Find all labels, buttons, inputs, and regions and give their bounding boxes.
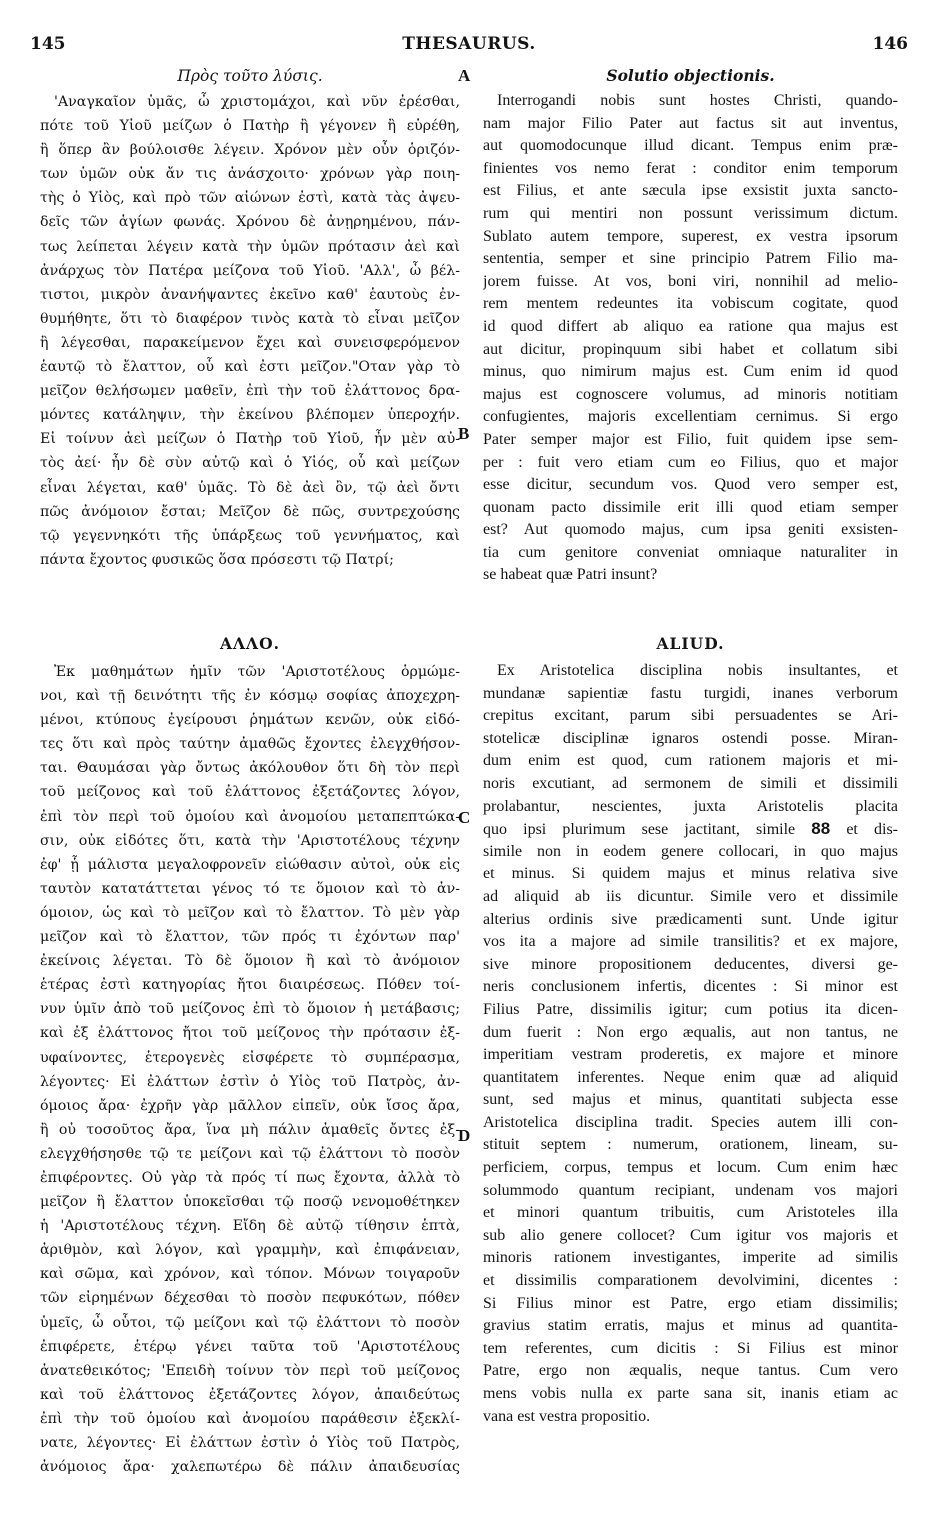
- latin-line: sive minore propositionem deducentes, diversi ge-: [483, 955, 898, 973]
- latin-line: Ex Aristotelica disciplina nobis insultantes, et: [497, 662, 898, 679]
- latin-line: confugientes, majoris excellentiam cernimus. Si ergo: [483, 408, 898, 426]
- greek-line: μένοι, κτύπους ἐγείρουσι ῥημάτων κενῶν, οὐκ εἰδό-: [40, 712, 460, 729]
- latin-line: mundanæ sapientiæ fastu turgidi, inanes verborum: [483, 684, 898, 702]
- latin-line: minus, quo nimirum majus est. Cum enim id quod: [483, 363, 898, 381]
- running-head: [30, 34, 908, 58]
- latin-line: stotelicæ disciplinæ ignaros ostendi posse. Miran-: [483, 729, 898, 747]
- greek-line: πάντα ἔχοντος φυσικῶς ὅσα πρόσεστι τῷ Πατρί;: [40, 551, 394, 568]
- latin-line: gravius statim erratis, majus et minus ad quantita-: [483, 1317, 898, 1335]
- latin-line: dum fuerit : Non ergo æqualis, aut non tantus, ne: [483, 1023, 898, 1041]
- latin-line: id quod differt ab aliquo ea ratione qua majus est: [483, 317, 898, 335]
- greek-line: ἐκείνοις λέγεται. Τὸ δὲ ὅμοιον ἢ καὶ τὸ ἀνόμοιον: [40, 953, 460, 970]
- latin-line: Patre, ergo non æqualis, neque tantus. Cum vero: [483, 1362, 898, 1380]
- latin-line: aut quomodocunque illud dicant. Tempus enim præ-: [483, 137, 898, 155]
- greek-line: σιν, οὐκ εἰδότες ὅτι, κατὰ τὴν 'Αριστοτέλους τέχνην: [40, 832, 460, 849]
- latin-line: simile non in eodem genere collocari, in quo majus: [483, 842, 898, 860]
- greek-line: υφαίνοντες, ἑτερογενὲς εἰσφέρετε τὸ συμπέρασμα,: [40, 1049, 460, 1066]
- latin-line: minoris rationem investigantes, imperite ad similis: [483, 1249, 898, 1267]
- greek-line: νοι, καὶ τῇ δεινότητι τῆς ἐν κόσμῳ σοφίας ἀποχεχρη-: [40, 688, 460, 705]
- greek-line: δεῖς τῶν ἁγίων φωνάς. Χρόνου δὲ ἀνῃρημένου, πάν-: [40, 214, 460, 231]
- latin-line: Si Filius minor est Patre, ergo etiam dissimilis;: [483, 1294, 898, 1312]
- latin-line: alterius ordinis sive prædicamenti sunt. Unde igitur: [483, 910, 898, 928]
- latin-line: sub alio genere collocet? Cum igitur vos majoris et: [483, 1226, 898, 1244]
- latin-line: et dissimilis comparationem devolvimini, dicentes :: [483, 1272, 898, 1290]
- latin-line: per : fuit vero etiam cum eo Filius, quo et major: [483, 453, 898, 471]
- greek-line: καὶ ἐξ ἐλάττονος ἤτοι τοῦ μείζονος τὴν πρότασιν ἐξ-: [40, 1025, 460, 1042]
- greek-line: ἀνατεθεικότος; 'Επειδὴ τοίνυν τὸν περὶ τοῦ μείζονος: [40, 1362, 460, 1379]
- greek-line: ἀριθμὸν, καὶ λόγον, καὶ γραμμὴν, καὶ ἐπιφάνειαν,: [40, 1242, 460, 1259]
- latin-line: quantitatem inferentes. Neque enim quæ ad aliquid: [483, 1068, 898, 1086]
- latin-line: Filius Patre, dissimilis igitur; cum potius ita dicen-: [483, 1000, 898, 1018]
- greek-line: όμοιος ἄρα· ἐχρῆν γὰρ μᾶλλον εἰπεῖν, οὐκ ἴσος ἄρα,: [40, 1097, 460, 1114]
- greek-line: νυν ὑμῖν ἀπὸ τοῦ μείζονος ἐπὶ τὸ ὅμοιον ἡ μετάβασις;: [40, 1001, 460, 1018]
- greek-line: μεῖζον θελήσωμεν μαθεῖν, ἐπὶ τὴν τοῦ ἐλάττονος δρα-: [40, 383, 460, 400]
- latin-heading-aliud: ALIUD.: [656, 634, 725, 653]
- latin-line: perficiem, corpus, tempus et locum. Cum enim hæc: [483, 1159, 898, 1177]
- margin-letter-b: B: [458, 424, 470, 443]
- greek-line: εἶναι λέγεται, καθ' ὑμᾶς. Τὸ δὲ ἀεὶ ὂν, τῷ ἀεὶ ὄντι: [40, 479, 460, 496]
- greek-line: μεῖζον ἢ ἔλαττον ὑποκεῖσθαι τῷ ποσῷ νενομοθέτηκεν: [40, 1194, 460, 1211]
- latin-line: finientes vos nemo ferat : conditor enim temporum: [483, 159, 898, 177]
- latin-line: solummodo quantum recipiant, undenam vos majori: [483, 1181, 898, 1199]
- latin-line: rem mentem redeuntes ita vobiscum cogitate, quod: [483, 295, 898, 313]
- greek-line: ἐφ' ᾗ μάλιστα μεγαλοφρονεῖν εἰώθασιν αὐτοὶ, οὐκ εἰς: [40, 856, 460, 873]
- latin-line: vos ita a majore ad simile transilitis? et ex majore,: [483, 933, 898, 951]
- latin-line: sententia, semper et sine principio Patrem Filio ma-: [483, 250, 898, 268]
- latin-line: esse dicitur, secundum vos. Quod vero semper est,: [483, 476, 898, 494]
- latin-line: Pater semper major est Filio, fuit quidem ipse sem-: [483, 430, 898, 448]
- latin-line: dum enim est quod, cum rationem majoris et mi-: [483, 752, 898, 770]
- greek-line: ἢ ὅπερ ἂν βούλοισθε λέγειν. Χρόνον μὲν οὖν ὁριζόν-: [40, 142, 460, 159]
- greek-heading-solution: Πρὸς τοῦτο λύσις.: [177, 67, 323, 85]
- latin-heading-solution: Solutio objectionis.: [606, 66, 775, 85]
- greek-line: τῷ γεγεννηκότι τῆς ὑπάρξεως τοῦ γεννήματος, καὶ: [40, 527, 460, 544]
- latin-line: nam major Filio Pater aut factus sit aut inventus,: [483, 114, 898, 132]
- greek-line: ἀνόμοιος ἄρα· χαλεπωτέρω δὲ πάλιν ἀπαιδευσίας: [40, 1459, 460, 1476]
- footnote-number: 88: [811, 819, 831, 839]
- latin-line: aut dicitur, propinquum sibi habet et collatum sibi: [483, 340, 898, 358]
- greek-column: [40, 62, 460, 1476]
- greek-heading-allo: ΑΛΛΟ.: [220, 634, 280, 653]
- latin-line: se habeat quæ Patri insunt?: [483, 566, 658, 584]
- latin-line: crepitus excitant, parum sibi persuadentes se Ari-: [483, 707, 898, 725]
- greek-line: τὸς ἀεί· ἦν δὲ σὺν αὐτῷ καὶ ὁ Υἱός, οὗ καὶ μείζων: [40, 455, 460, 472]
- greek-line: Εἰ τοίνυν ἀεὶ μείζων ὁ Πατὴρ τοῦ Υἱοῦ, ἦν μὲν αὐ-: [40, 431, 460, 448]
- latin-line: neris conclusionem infertis, dicentes : Si minor est: [483, 978, 898, 996]
- page-number-right: 146: [872, 34, 908, 54]
- greek-line: 'Αναγκαῖον ὑμᾶς, ὦ χριστομάχοι, καὶ νῦν ἐρέσθαι,: [54, 94, 460, 110]
- greek-line: τες ὅτι καὶ πρὸς ταύτην ἀμαθῶς ἔχοντες ἐλεγχθήσον-: [40, 736, 460, 753]
- greek-line: πῶς ἀνόμοιον ἔσται; Μεῖζον δὲ πῶς, συντρεχούσης: [40, 503, 460, 520]
- margin-letter-a: A: [458, 66, 471, 85]
- latin-line: est? Aut quomodo majus, cum ipsa geniti exsisten-: [483, 521, 898, 539]
- latin-line: sunt, sed majus et minus, quantitati subjecta esse: [483, 1091, 898, 1109]
- latin-line: rum qui mentiri non possunt verissimum dictum.: [483, 204, 898, 222]
- greek-line: τοῦ μείζονος καὶ τοῦ ἐλάττονος ἐξετάζοντες λόγον,: [40, 784, 460, 801]
- greek-line: ἐπὶ τὴν τοῦ ὁμοίου καὶ ἀνομοίου παράθεσιν ἐξεκλί-: [40, 1410, 460, 1427]
- greek-line: τῶν εἰρημένων δέχεσθαι τὸ ποσὸν πεφυκότων, πόθεν: [40, 1290, 460, 1307]
- greek-line: ὑμεῖς, ὦ οὗτοι, τῷ μείζονι καὶ τῷ ἐλάττονι τὸ ποσὸν: [40, 1314, 460, 1331]
- latin-line: quonam pacto dissimile erit illi quod etiam semper: [483, 498, 898, 516]
- latin-line: et minus. Si quidem majus et minus relativa sive: [483, 865, 898, 883]
- greek-line: ἐπὶ τὸν περὶ τοῦ ὁμοίου καὶ ἀνομοίου μεταπεπτώκα-: [40, 808, 460, 825]
- greek-line: μόντες κατάληψιν, τὴν ἐκείνου βλέπομεν ὑπεροχήν.: [40, 407, 460, 424]
- latin-line: vana est vestra propositio.: [483, 1407, 651, 1425]
- greek-line: Ἐκ μαθημάτων ἡμῖν τῶν 'Αριστοτέλους ὁρμώμε-: [54, 664, 460, 680]
- page-number-left: 145: [30, 34, 66, 54]
- margin-letter-d: D: [458, 1126, 471, 1145]
- latin-line: majus est cognoscere volumus, ad minoris notitiam: [483, 385, 898, 403]
- latin-line: tia cum genitore conveniat omniaque naturaliter in: [483, 543, 898, 561]
- greek-line: τιστοι, μικρὸν ἀνανήψαντες ἐκεῖνο καθ' ἑαυτοὺς ἐν-: [40, 286, 460, 303]
- greek-line: όμοιον, ὡς καὶ τὸ μεῖζον καὶ τὸ ἔλαττον. Τὸ μὲν γὰρ: [40, 904, 460, 921]
- latin-line: Aristotelica disciplina tradit. Species autem illi con-: [483, 1113, 898, 1131]
- greek-line: ἑαυτῷ τὸ ἔλαττον, οὗ καὶ ἐστι μεῖζον."Οταν γὰρ τὸ: [40, 359, 460, 376]
- latin-line: Sublato autem tempore, superest, ex vestra ipsorum: [483, 227, 898, 245]
- greek-line: τως λείπεται λέγειν κατὰ τὴν ὑμῶν πρότασιν ἀεὶ καὶ: [40, 238, 460, 255]
- latin-line: est Filius, et ante sæcula ipse exsistit juxta sancto-: [483, 182, 898, 200]
- latin-line: prolabantur, nescientes, juxta Aristotelis placita: [483, 797, 898, 815]
- greek-paragraph-2: [40, 660, 460, 1479]
- greek-line: ταυτὸν κατατάττεται γένος τό τε ὅμοιον καὶ τὸ ἀν-: [40, 880, 460, 897]
- greek-line: λέγοντες· Εἰ ἐλάττων ἐστὶν ὁ Υἱὸς τοῦ Πατρὸς, ἀν-: [40, 1073, 460, 1090]
- latin-line: imperitiam vestram proderetis, ex majore et minore: [483, 1046, 898, 1064]
- greek-line: ἐπιφέροντες. Οὐ γὰρ τὰ πρός τί πως ἔχοντα, ἀλλὰ τὸ: [40, 1169, 460, 1186]
- latin-line: tem referentes, cum dicitis : Si Filius est minor: [483, 1339, 898, 1357]
- greek-line: τὴς ὁ Υἱὸς, καὶ πρὸ τῶν αἰώνων ἐστὶ, κατὰ τὰς ἀψευ-: [40, 190, 460, 207]
- greek-line: ελεγχθήσησθε τῷ τε μείζονι καὶ τῷ ἐλάττονι τὸ ποσὸν: [40, 1145, 460, 1162]
- greek-line: ἢ οὐ τοσοῦτος ἄρα, ἵνα μὴ πάλιν ἀμαθεῖς ὄντες ἐξ-: [40, 1121, 460, 1138]
- greek-line: ἡ 'Αριστοτέλους τέχνη. Εἴδη δὲ αὐτῷ τίθησιν ἑπτὰ,: [40, 1218, 460, 1235]
- greek-line: μεῖζον καὶ τὸ ἔλαττον, τῶν πρός τι ἐχόντων παρ': [40, 929, 460, 946]
- latin-paragraph-1: [483, 90, 898, 587]
- latin-paragraph-2: [483, 660, 898, 1428]
- running-title: THESAURUS.: [402, 34, 536, 54]
- greek-line: νατε, λέγοντες· Εἰ ἐλάττων ἐστὶν ὁ Υἱὸς τοῦ Πατρὸς,: [40, 1435, 460, 1451]
- greek-line: καὶ τοῦ ἐλάττονος ἐξετάζοντες λόγον, ἀπαιδεύτως: [40, 1386, 460, 1403]
- latin-line: noris excutiant, ad sermonem de simili et dissimili: [483, 774, 898, 792]
- latin-line: ad aliquid ab iis dicuntur. Simile vero et dissimile: [483, 887, 898, 905]
- greek-line: ται. Θαυμάσαι γὰρ ὄντως ἀκόλουθον ὅτι δὴ τὸν περὶ: [40, 760, 460, 777]
- greek-line: ἑτέρας ἐστὶ κατηγορίας ἤτοι διαιρέσεως. Πόθεν τοί-: [40, 977, 460, 994]
- margin-letter-c: C: [458, 808, 471, 827]
- greek-line: καὶ σῶμα, καὶ χρόνον, καὶ τόπον. Μόνων τοιγαροῦν: [40, 1266, 460, 1283]
- greek-paragraph-1: [40, 90, 460, 572]
- latin-line: stituit septem : numerum, orationem, lineam, su-: [483, 1136, 898, 1154]
- latin-line: jorem fuisse. At vos, boni viri, nonnihil ad melio-: [483, 272, 898, 290]
- latin-line-footnote: quo ipsi plurimum sese jactitant, simile 88 et dis-: [483, 819, 898, 839]
- greek-line: ἢ λέγεσθαι, παρακείμενον ἔχει καὶ συνεισφερόμενον: [40, 334, 460, 351]
- greek-line: των ὑμῶν οὐκ ἄν τις ἀνάσχοιτο· χρόνων γὰρ ποιη-: [40, 166, 460, 183]
- greek-line: ἀνάρχως τὸν Πατέρα μείζονα τοῦ Υἱοῦ. 'Αλλ', ὦ βέλ-: [40, 262, 460, 279]
- greek-line: πότε τοῦ Υἱοῦ μείζων ὁ Πατὴρ ἢ γέγονεν ἢ εὑρέθη,: [40, 118, 460, 135]
- greek-line: θυμήθητε, ὅτι τὸ διαφέρον τινὸς κατὰ τὸ εἶναι μεῖζον: [40, 310, 460, 327]
- greek-line: ἐπιφέρετε, ἑτέρῳ γένει ταῦτα τοῦ 'Αριστοτέλους: [40, 1338, 460, 1355]
- latin-column: [483, 62, 898, 1425]
- latin-line: Interrogandi nobis sunt hostes Christi, quando-: [497, 92, 898, 109]
- latin-line: mens vobis nulla ex parte sana sit, inanis etiam ac: [483, 1385, 898, 1402]
- latin-line: et minori quantum tribuitis, cum Aristoteles illa: [483, 1204, 898, 1222]
